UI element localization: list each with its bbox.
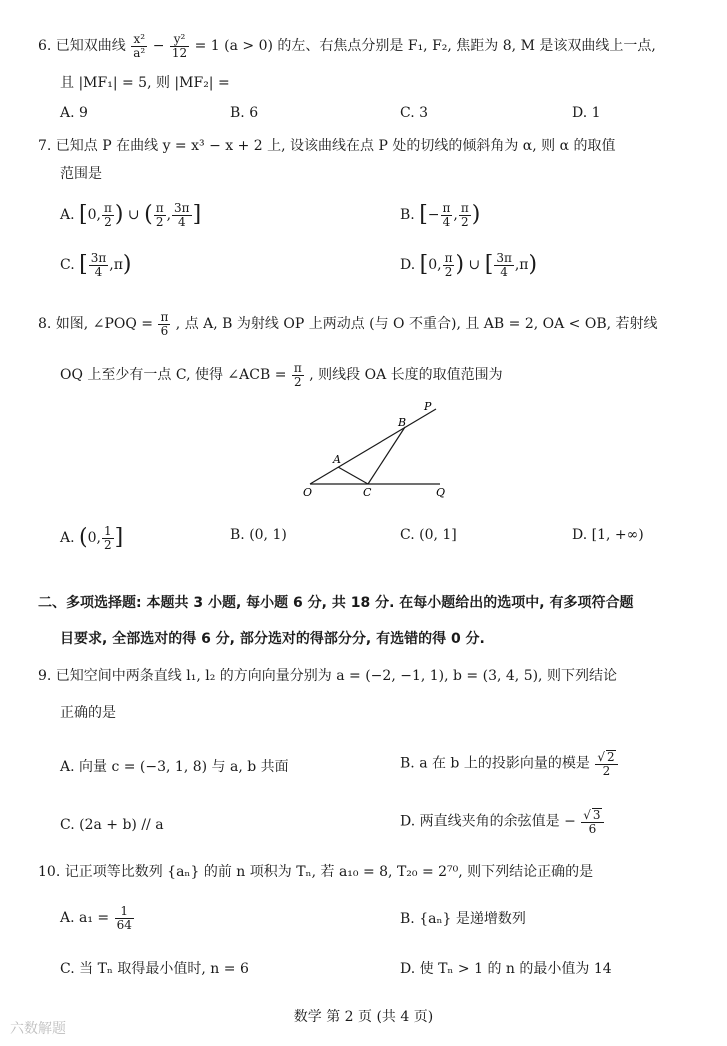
fig-label-c: C [363, 486, 372, 499]
q6-eq-tail: = 1 (a > 0) 的左、右焦点分别是 F₁, F₂, 焦距为 8, M 是该双曲线上一点, [194, 38, 656, 55]
q10-option-c: C. 当 Tₙ 取得最小值时, n = 6 [60, 961, 249, 977]
q10-option-d: D. 使 Tₙ > 1 的 n 的最小值为 14 [400, 961, 612, 977]
q8-stem: 8. 如图, ∠POQ = $\frac{\pi}{6}$ , 点 A, B 为射线 OP 上两动点 (与 O 不重合), 且 AB = 2, OA < OB, 若射线 [38, 310, 658, 338]
q7-option-d: D. [0, $\frac{\pi}{2}$ ) ∪ [ $\frac{3\pi}{4}$ ,π) [400, 251, 538, 279]
q10-option-b: B. {aₙ} 是递增数列 [400, 911, 526, 927]
q7-option-b: B. [− $\frac{\pi}{4}$ , $\frac{\pi}{2}$ ) [400, 201, 481, 229]
q6-stem-text: 6. 已知双曲线 [38, 38, 126, 55]
fig-label-q: Q [436, 486, 446, 499]
q7-option-c: C. [ $\frac{3\pi}{4}$ ,π) [60, 251, 132, 279]
q9-option-d: D. 两直线夹角的余弦值是 − $\frac{√ 3}{6}$ [400, 808, 605, 835]
q10-option-a: A. a₁ = $\frac{1}{64}$ [60, 904, 132, 932]
q9-option-b: B. a 在 b 上的投影向量的模是 $\frac{√ 2}{2}$ [400, 750, 619, 777]
q8-option-c: C. (0, 1] [400, 527, 457, 543]
q7-stem: 7. 已知点 P 在曲线 y = x³ − x + 2 上, 设该曲线在点 P 处的切线的倾斜角为 α, 则 α 的取值 [38, 138, 616, 154]
fig-label-a: A [333, 453, 341, 466]
q6-frac-x: $\frac{\text{x²}}{\text{a²}}$ [133, 32, 146, 60]
q6-frac-y: $\frac{\text{y²}}{12}$ [171, 32, 188, 60]
q8-option-b: B. (0, 1) [230, 527, 287, 543]
fig-label-b: B [398, 416, 407, 429]
q8-option-a: A. (0, $\frac{1}{2}$ ] [60, 524, 124, 552]
q6-option-d: D. 1 [572, 105, 601, 121]
section2-line1: 二、多项选择题: 本题共 3 小题, 每小题 6 分, 共 18 分. 在每小题给出的选项中, 有多项符合题 [38, 595, 634, 611]
watermark-logo: 六数解题 [10, 1021, 66, 1037]
q8-figure [0, 396, 727, 526]
q6-option-b: B. 6 [230, 105, 259, 121]
q7-option-a: A. [0, $\frac{\pi}{2}$ ) ∪ ( $\frac{\pi}{2}$ , $\frac{3\pi}{4}$ ] [60, 201, 202, 229]
q10-stem: 10. 记正项等比数列 {aₙ} 的前 n 项积为 Tₙ, 若 a₁₀ = 8, T₂₀ = 2⁷⁰, 则下列结论正确的是 [38, 864, 594, 880]
q6-option-a: A. 9 [60, 105, 88, 121]
q8-line2: OQ 上至少有一点 C, 使得 ∠ACB = $\frac{\pi}{2}$ , 则线段 OA 长度的取值范围为 [60, 361, 503, 389]
q9-option-c: C. (2a + b) // a [60, 817, 164, 833]
q9-stem: 9. 已知空间中两条直线 l₁, l₂ 的方向向量分别为 a = (−2, −1, 1), b = (3, 4, 5), 则下列结论 [38, 668, 617, 684]
q6-line2: 且 |MF₁| = 5, 则 |MF₂| = [60, 75, 230, 91]
q9-option-a: A. 向量 c = (−3, 1, 8) 与 a, b 共面 [60, 759, 289, 775]
q7-line2: 范围是 [60, 166, 102, 182]
q8-option-d: D. [1, +∞) [572, 527, 644, 543]
q9-line2: 正确的是 [60, 705, 116, 721]
fig-label-o: O [303, 486, 313, 499]
fig-label-p: P [424, 400, 432, 413]
q6-stem: 6. 已知双曲线 $\frac{\text{x²}}{\text{a²}}$ − $\frac{\text{y²}}{12}$ = 1 (a > 0) 的左、右焦点分别是 F₁, F₂, 焦距为 8, M 是该双曲线上一点, [38, 32, 656, 60]
section2-line2: 目要求, 全部选对的得 6 分, 部分选对的得部分分, 有选错的得 0 分. [60, 631, 485, 647]
page-footer: 数学 第 2 页 (共 4 页) [293, 1009, 434, 1025]
q6-option-c: C. 3 [400, 105, 429, 121]
